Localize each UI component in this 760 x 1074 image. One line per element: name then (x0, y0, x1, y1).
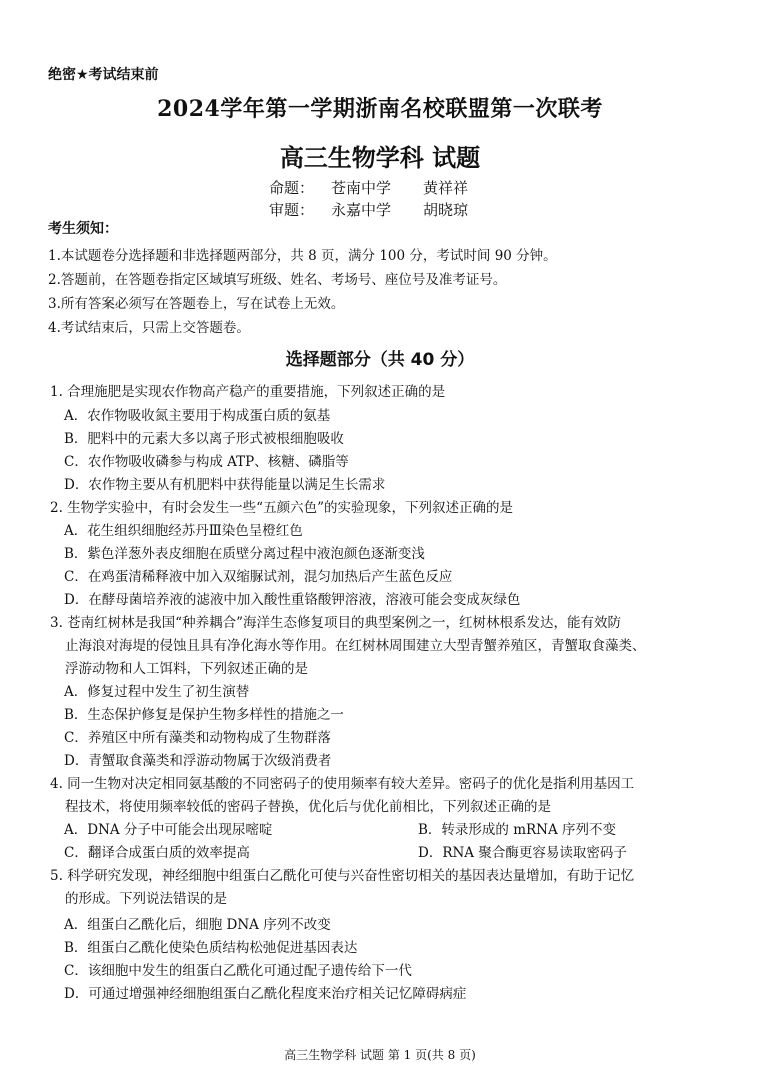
exam-subtitle: 高三生物学科 试题 (279, 143, 481, 172)
question-5-stem: 的形成。下列说法错误的是 (65, 891, 227, 907)
question-4-option-c: C．翻译合成蛋白质的效率提高 (64, 845, 250, 861)
question-2-option-a: A．花生组织细胞经苏丹Ⅲ染色呈橙红色 (64, 523, 303, 539)
question-5-option-a: A．组蛋白乙酰化后，细胞 DNA 序列不改变 (64, 917, 331, 933)
page-footer: 高三生物学科 试题 第 1 页(共 8 页) (284, 1048, 476, 1062)
proposer-name: 黄祥祥 (423, 179, 469, 197)
section-title: 选择题部分（共 40 分） (285, 350, 475, 370)
proposer-school: 苍南中学 (331, 179, 392, 197)
reviewer-row (0, 199, 760, 220)
reviewer-name: 胡晓琼 (423, 201, 469, 219)
question-4-stem: 程技术，将使用频率较低的密码子替换，优化后与优化前相比，下列叙述正确的是 (65, 799, 551, 815)
question-5-option-b: B．组蛋白乙酰化使染色质结构松弛促进基因表达 (64, 940, 358, 956)
confidential-mark: 绝密★考试结束前 (48, 67, 159, 83)
question-3-option-a: A．修复过程中发生了初生演替 (64, 684, 250, 700)
question-1-option-b: B．肥料中的元素大多以离子形式被根细胞吸收 (64, 431, 344, 447)
question-2-option-b: B．紫色洋葱外表皮细胞在质壁分离过程中液泡颜色逐渐变浅 (64, 546, 425, 562)
question-1-option-c: C．农作物吸收磷参与构成 ATP、核糖、磷脂等 (64, 454, 349, 470)
question-2-option-d: D．在酵母菌培养液的滤液中加入酸性重铬酸钾溶液，溶液可能会变成灰绿色 (64, 592, 521, 608)
question-2-stem: 2. 生物学实验中，有时会发生一些“五颜六色”的实验现象，下列叙述正确的是 (50, 500, 513, 516)
question-3-stem: 浮游动物和人工饵料，下列叙述正确的是 (65, 661, 308, 677)
notice-heading: 考生须知： (48, 221, 118, 237)
question-5-option-d: D．可通过增强神经细胞组蛋白乙酰化程度来治疗相关记忆障碍病症 (64, 986, 467, 1002)
exam-title: 2024学年第一学期浙南名校联盟第一次联考 (157, 96, 603, 122)
question-1-stem: 1. 合理施肥是实现农作物高产稳产的重要措施，下列叙述正确的是 (50, 384, 446, 400)
notice-item: 4.考试结束后，只需上交答题卷。 (48, 320, 250, 336)
question-5-option-c: C．该细胞中发生的组蛋白乙酰化可通过配子遗传给下一代 (64, 963, 412, 979)
question-3-option-b: B．生态保护修复是保护生物多样性的措施之一 (64, 707, 344, 723)
question-3-option-d: D．青蟹取食藻类和浮游动物属于次级消费者 (64, 753, 332, 769)
question-3-stem: 3. 苍南红树林是我国“种养耦合”海洋生态修复项目的典型案例之一，红树林根系发达，能有效防 (50, 615, 621, 631)
notice-item: 2.答题前，在答题卷指定区域填写班级、姓名、考场号、座位号及准考证号。 (48, 272, 507, 288)
question-1-option-d: D．农作物主要从有机肥料中获得能量以满足生长需求 (64, 477, 386, 493)
question-4-option-b: B．转录形成的 mRNA 序列不变 (418, 822, 617, 838)
reviewer-school: 永嘉中学 (331, 201, 392, 219)
proposer-label: 命题： (269, 179, 315, 197)
notice-item: 3.所有答案必须写在答题卷上，写在试卷上无效。 (48, 296, 345, 312)
question-4-option-a: A．DNA 分子中可能会出现尿嘧啶 (64, 822, 273, 838)
reviewer-label: 审题： (269, 201, 315, 219)
proposer-row (0, 177, 760, 198)
question-4-stem: 4. 同一生物对决定相同氨基酸的不同密码子的使用频率有较大差异。密码子的优化是指利用基因工 (50, 776, 635, 792)
question-5-stem: 5. 科学研究发现，神经细胞中组蛋白乙酰化可使与兴奋性密切相关的基因表达量增加，有助于记忆 (50, 868, 635, 884)
question-3-stem: 止海浪对海堤的侵蚀且具有净化海水等作用。在红树林周围建立大型青蟹养殖区，青蟹取食藻类、 (65, 638, 646, 654)
question-1-option-a: A．农作物吸收氮主要用于构成蛋白质的氨基 (64, 408, 331, 424)
question-2-option-c: C．在鸡蛋清稀释液中加入双缩脲试剂，混匀加热后产生蓝色反应 (64, 569, 453, 585)
question-3-option-c: C．养殖区中所有藻类和动物构成了生物群落 (64, 730, 331, 746)
notice-item: 1.本试题卷分选择题和非选择题两部分，共 8 页，满分 100 分，考试时间 90 分钟。 (48, 248, 557, 264)
question-4-option-d: D．RNA 聚合酶更容易读取密码子 (418, 845, 627, 861)
